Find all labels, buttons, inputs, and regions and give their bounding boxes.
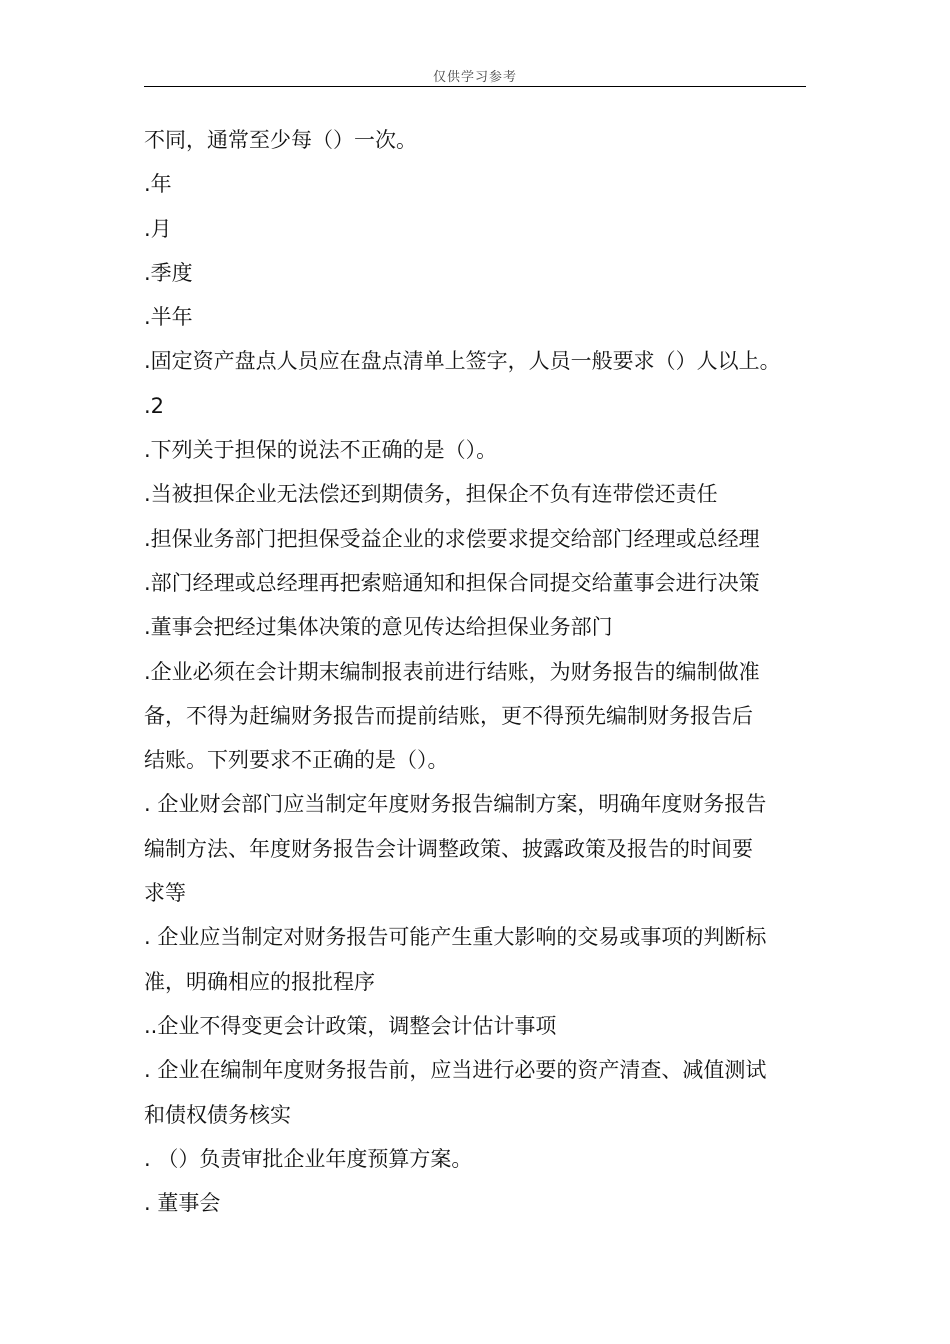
option-line: .季度 xyxy=(144,260,193,285)
option-line: .半年 xyxy=(144,305,193,330)
option-line: .担保业务部门把担保受益企业的求偿要求提交给部门经理或总经理 xyxy=(144,526,760,551)
option-line: 和债权债务核实 xyxy=(144,1102,291,1127)
option-line: . 企业在编制年度财务报告前，应当进行必要的资产清查、减值测试 xyxy=(144,1058,767,1083)
option-line: 编制方法、年度财务报告会计调整政策、披露政策及报告的时间要 xyxy=(144,836,753,861)
question-line: . （）负责审批企业年度预算方案。 xyxy=(144,1146,473,1171)
option-line: 求等 xyxy=(144,881,186,906)
option-line: 准，明确相应的报批程序 xyxy=(144,969,375,994)
option-line: .2 xyxy=(144,393,165,418)
option-line: .部门经理或总经理再把索赔通知和担保合同提交给董事会进行决策 xyxy=(144,570,760,595)
option-line: . 企业财会部门应当制定年度财务报告编制方案，明确年度财务报告 xyxy=(144,792,767,817)
option-line: .年 xyxy=(144,172,172,197)
option-line: . 董事会 xyxy=(144,1191,221,1216)
text-line: 不同，通常至少每（）一次。 xyxy=(144,128,417,152)
option-line: ..企业不得变更会计政策，调整会计估计事项 xyxy=(144,1013,557,1038)
page-header xyxy=(144,66,806,87)
question-line: .企业必须在会计期末编制报表前进行结账，为财务报告的编制做准 xyxy=(144,659,760,684)
question-line: 备，不得为赶编财务报告而提前结账，更不得预先编制财务报告后 xyxy=(144,703,753,728)
question-line: .下列关于担保的说法不正确的是（）。 xyxy=(144,438,498,463)
header-text: 仅供学习参考 xyxy=(432,70,517,85)
option-line: .当被担保企业无法偿还到期债务，担保企不负有连带偿还责任 xyxy=(144,482,718,507)
option-line: .董事会把经过集体决策的意见传达给担保业务部门 xyxy=(144,615,613,640)
option-line: . 企业应当制定对财务报告可能产生重大影响的交易或事项的判断标 xyxy=(144,925,767,950)
option-line: .月 xyxy=(144,216,172,241)
question-line: 结账。下列要求不正确的是（）。 xyxy=(144,748,449,773)
question-line: .固定资产盘点人员应在盘点清单上签字，人员一般要求（）人以上。 xyxy=(144,349,781,374)
document-body xyxy=(144,118,806,1225)
